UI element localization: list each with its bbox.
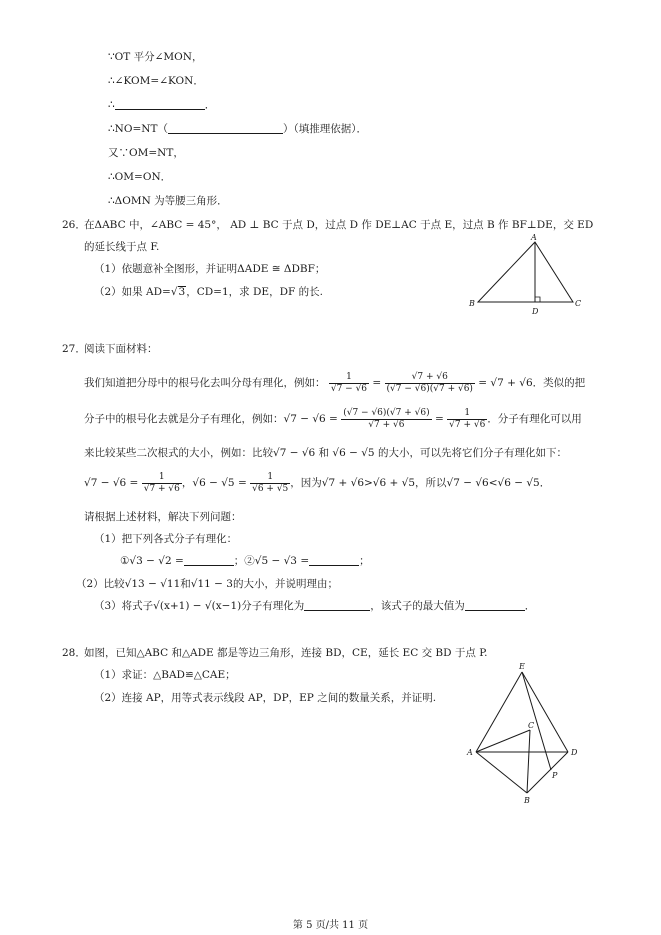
q27-paragraph-2: 分子中的根号化去就是分子有理化，例如：√7 − √6 = $\frac{(√7 - √6)(√7 + √6)}{√7 + √6}$ = $\frac{1}{√7 + √6}$ ．分子有理化可以用	[84, 407, 582, 430]
fraction-5	[142, 472, 182, 495]
q28-number: 28．	[62, 647, 86, 659]
triangle-abc	[478, 242, 573, 302]
q27-p4-b: ，√6 − √5 =	[181, 477, 247, 489]
q28-part1: （1）求证：△BAD≌△CAE；	[94, 669, 236, 681]
label-p: P	[552, 771, 558, 780]
result-1: = √7 + √6	[478, 377, 533, 389]
page-footer: 第 5 页/共 11 页	[292, 920, 369, 931]
q27-p2-a: 分子中的根号化去就是分子有理化，例如：	[84, 413, 284, 425]
fraction-2-den: (√7 − √6)(√7 + √6)	[386, 383, 473, 394]
fraction-1-den: √7 − √6	[330, 383, 368, 394]
q27-paragraph-4	[84, 470, 550, 496]
q26-triangle-figure	[469, 233, 582, 316]
q26-part2-a: （2）如果 AD=	[94, 286, 171, 298]
q27-part1: （1）把下列各式分子有理化：	[94, 533, 238, 545]
segment-ab	[476, 752, 527, 793]
sqrt-icon: √	[170, 286, 178, 298]
fraction-4	[447, 408, 487, 431]
q27-number: 27．	[62, 343, 86, 355]
item-end: ；	[359, 555, 370, 567]
right-angle-mark	[535, 297, 540, 302]
q27-paragraph-1: 我们知道把分母中的根号化去叫分母有理化，例如： $\frac{1}{√7 - √6}$ = $\frac{√7 + √6}{(√7 - √6)(√7 + √6)}$ = √7 + √6．类似的把	[84, 371, 586, 394]
label-e: E	[519, 662, 525, 671]
label-d: D	[532, 307, 539, 316]
proof-step-6: ∴OM=ON．	[108, 171, 172, 183]
q27-part3	[94, 599, 535, 613]
q27-p1-b: ．类似的把	[532, 377, 586, 389]
q28-stem: 如图，已知△ABC 和△ADE 都是等边三角形，连接 BD，CE，延长 EC 交 BD 于点 P.	[84, 647, 488, 659]
label-c: C	[528, 721, 535, 730]
fraction-2-num: √7 + √6	[385, 372, 475, 384]
label-d: D	[571, 748, 578, 757]
segment-cb	[527, 730, 530, 793]
label-a: A	[467, 748, 473, 757]
item-1: ①√3 − √2 =	[120, 555, 184, 567]
q27-instruction: 请根据上述材料，解决下列问题：	[84, 511, 242, 523]
q26-part2-c: ，CD=1，求 DE，DF 的长.	[186, 286, 323, 298]
lhs-1: √7 − √6 =	[283, 413, 338, 425]
proof-step-3	[108, 98, 215, 112]
q26-part2-radicand: 3	[178, 286, 186, 298]
fraction-6-num: 1	[250, 472, 290, 484]
q27-part2: （2）比较√13 − √11和√11 − 3的大小，并说明理由；	[76, 578, 338, 590]
fraction-3-num: (√7 − √6)(√7 + √6)	[343, 407, 430, 418]
fraction-1-num: 1	[329, 372, 369, 384]
fraction-1	[329, 372, 369, 395]
proof-step-4	[108, 122, 367, 136]
q27-p4-c: ，因为√7 + √6>√6 + √5，所以√7 − √6<√6 − √5．	[290, 477, 551, 489]
fraction-5-num: 1	[142, 472, 182, 484]
q26-number: 26．	[62, 219, 86, 231]
proof-step-4-prefix: ∴NO=NT（	[108, 123, 168, 135]
proof-step-2: ∴∠KOM=∠KON．	[108, 75, 204, 87]
segment-ae	[476, 672, 522, 752]
fraction-3-den: √7 + √6	[368, 419, 405, 430]
q27-p2-b: ．分子有理化可以用	[487, 413, 582, 425]
proof-step-4-suffix: ）（填推理依据）．	[282, 123, 367, 135]
q26-part2	[94, 285, 323, 299]
segment-ed	[522, 672, 568, 752]
answer-blank-2[interactable]	[309, 555, 359, 566]
q27-part3-c: ．	[524, 600, 536, 612]
segment-ac	[476, 730, 530, 752]
answer-blank-3[interactable]	[304, 600, 370, 611]
fraction-4-den: √7 + √6	[449, 419, 486, 430]
answer-blank-4[interactable]	[465, 600, 525, 611]
q28-part2: （2）连接 AP，用等式表示线段 AP，DP，EP 之间的数量关系，并证明.	[94, 692, 437, 704]
q27-p4-a: √7 − √6 =	[84, 477, 139, 489]
q27-part3-a: （3）将式子√(x+1) − √(x−1)分子有理化为	[94, 600, 305, 612]
q27-title: 阅读下面材料：	[84, 343, 158, 355]
segment-ep	[522, 672, 551, 770]
item-2: ；②√5 − √3 =	[233, 555, 310, 567]
q27-part3-b: ，该式子的最大值为	[370, 600, 465, 612]
label-c: C	[575, 299, 582, 308]
answer-blank-1[interactable]	[184, 555, 234, 566]
proof-step-3-suffix: ．	[204, 99, 216, 111]
fraction-5-den: √7 + √6	[143, 483, 180, 494]
q27-paragraph-3: 来比较某些二次根式的大小，例如：比较√7 − √6 和 √6 − √5 的大小，可以先将它们分子有理化如下：	[84, 447, 567, 459]
proof-step-5: 又∵OM=NT，	[108, 147, 184, 159]
proof-step-1: ∵OT 平分∠MON，	[108, 51, 203, 63]
proof-step-7: ∴ΔOMN 为等腰三角形．	[108, 195, 228, 207]
q28-figure	[462, 660, 587, 805]
q26-stem-line1: 在ΔABC 中，∠ABC = 45°， AD ⊥ BC 于点 D，过点 D 作 DE⊥AC 于点 E，过点 B 作 BF⊥DE，交 ED	[84, 219, 594, 231]
label-b: B	[524, 796, 530, 805]
proof-step-3-prefix: ∴	[108, 99, 115, 111]
q27-p1-a: 我们知道把分母中的根号化去叫分母有理化，例如：	[84, 377, 326, 389]
label-b: B	[469, 299, 475, 308]
fraction-6	[250, 472, 290, 495]
fraction-3	[341, 408, 431, 431]
label-a: A	[531, 233, 537, 242]
fraction-2	[385, 372, 475, 395]
q26-stem-line2: 的延长线于点 F.	[84, 241, 160, 253]
reason-blank[interactable]	[168, 123, 283, 134]
fraction-4-num: 1	[447, 408, 487, 420]
q27-part1-items	[120, 554, 370, 568]
fill-blank[interactable]	[115, 99, 205, 110]
q26-part1: （1）依题意补全图形，并证明ΔADE ≅ ΔDBF；	[94, 263, 326, 275]
fraction-6-den: √6 + √5	[252, 483, 289, 494]
